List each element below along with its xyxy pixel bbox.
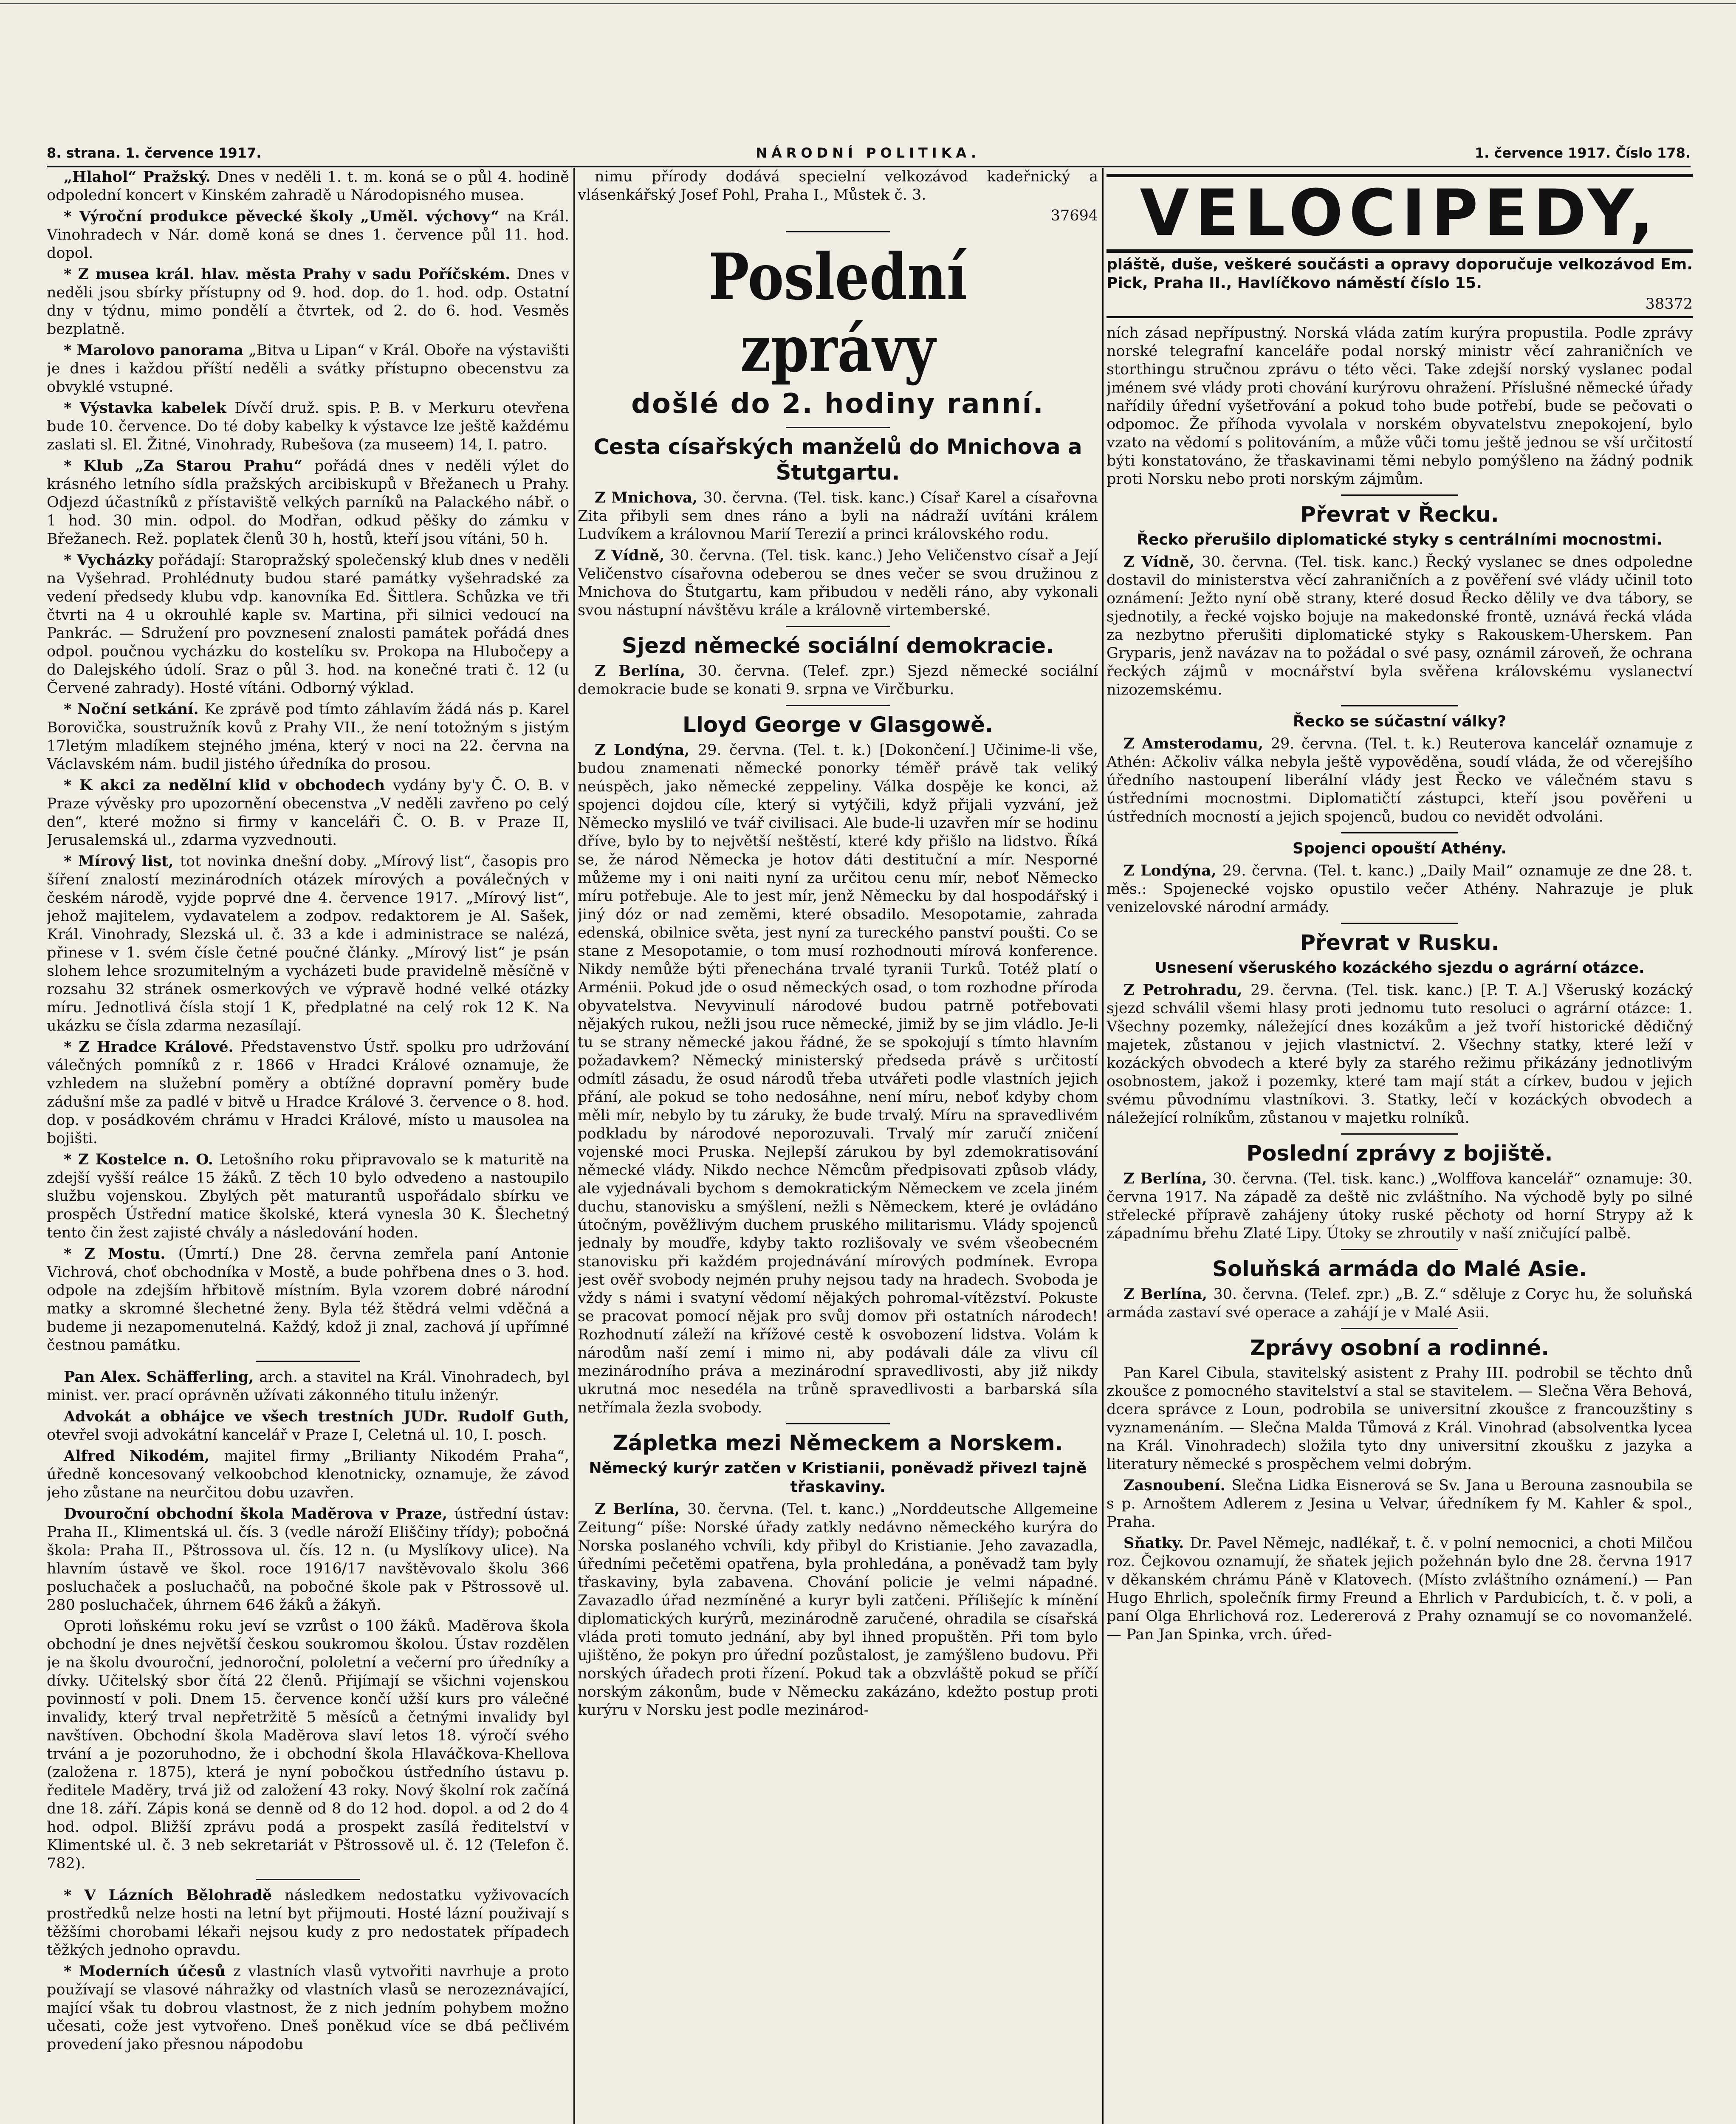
paragraph-lead: Z Londýna, [595, 741, 698, 759]
newspaper-title: NÁRODNÍ POLITIKA. [756, 145, 981, 161]
paragraph-lead: * Z Kostelce n. O. [64, 1151, 220, 1168]
paragraph-text: vydány by'y Č. O. B. v Praze vývěsky pro upozornění obecenstva „V neděli zavřeno po celý den“, které možno si firmy v kanceláři Č. O. B. v Praze II, Jerusalemská ul., zdarma vyzvednouti. [47, 777, 569, 849]
separator [256, 1361, 360, 1362]
article-paragraph [578, 546, 1098, 620]
article-paragraph [47, 457, 569, 548]
article-paragraph [1107, 1364, 1693, 1474]
article-paragraph [1107, 1534, 1693, 1644]
paragraph-text: 30. června. (Tel. tisk. kanc.) Řecký vyslanec se dnes odpoledne dostavil do ministerstva věcí zahraničních a z pověření své vlády učinil toto oznámení: Ježto nyní obě strany, které dosud Řecko dělily ve dva tábory, se sjednotily, a řecké vojsko bojuje na makedonské frontě, uznává řecká vláda za nezbytno přerušiti diplomatické styky s Rakouskem-Uherskem. Pan Gryparis, jenž navázav na to požádal o své pasy, oznámil zároveň, že ochrana řeckých zájmů v mocnářství byla svěřena královskému vyslanectví nizozemskému. [1107, 554, 1693, 698]
section-heading: Cesta císařských manželů do Mnichova a Štutgartu. [593, 435, 1082, 485]
paragraph-lead: * Mírový list, [64, 853, 180, 870]
paragraph-text: pořádá dnes v neděli výlet do krásného letního sídla pražských arcibiskupů v Břežanech u Prahy. Odjezd účastníků z přístaviště velkých parníků na Palackého nábř. o 1 hod. 30 min. odpol. do Modřan, odkud pěšky do zámku v Břežanech. Rež. poplatek členů 30 h, hostů, kteří jsou vítáni, 50 h. [47, 458, 569, 548]
section-heading: Lloyd George v Glasgowě. [682, 712, 994, 737]
separator [1341, 1328, 1458, 1329]
hair-ad: nimu přírody dodává specielní velkozávod kadeřnický a vlásenkářský Josef Pohl, Praha I., Můstek č. 3. [578, 168, 1098, 203]
header-right: 1. července 1917. Číslo 178. [1474, 145, 1691, 161]
section-subheading: Německý kurýr zatčen v Kristianii, poněvadž přivezl tajně třaskaviny. [589, 1460, 1087, 1496]
article-paragraph [47, 700, 569, 774]
article-paragraph [47, 1407, 569, 1444]
separator [786, 1423, 890, 1424]
paragraph-lead: Z Berlína, [595, 662, 698, 680]
article-paragraph [578, 741, 1098, 1417]
article-paragraph [47, 1505, 569, 1615]
page-header [47, 140, 1691, 167]
article-paragraph [1107, 861, 1693, 917]
paragraph-lead: Zasnoubení. [1123, 1477, 1232, 1494]
paragraph-text: 30. června. (Telef. zpr.) „B. Z.“ sděluje z Coryc hu, že soluňská armáda zastaví své operace a zahájí je v Malé Asii. [1107, 1286, 1693, 1321]
paragraph-text: následkem nedostatku vyživovacích prostředků nelze hosti na letní byt přijmouti. Hosté lázní použivají s těžšími chorobami lékaři nejsou kudy z pro nedostatek případech těžkých jednoho opravdu. [47, 1887, 569, 1959]
paragraph-text: 29. června. (Tel. t. kanc.) „Daily Mail“ oznamuje ze dne 28. t. měs.: Spojenecké vojsko opustilo večer Athény. Nahrazuje je pluk venizelovské národní armády. [1107, 862, 1693, 916]
section-heading: Převrat v Řecku. [1300, 502, 1499, 527]
paragraph-text: Dr. Pavel Němejc, nadlékař, t. č. v polní nemocnici, a choti Milčou roz. Čejkovou oznamují, že sňatek jejich požehnán bylo dne 28. června 1917 v děkanském chrámu Páně v Klatovech. (Místo zvláštního oznámení.) — Pan Hugo Ehrlich, společník firmy Freund a Ehrlich v Pardubicích, t. č. v poli, a paní Olga Ehrlichová roz. Ledererová z Prahy oznamují se co novomanželé. — Pan Jan Spinka, vrch. úřed- [1107, 1535, 1693, 1643]
section-subheading: Usnesení všeruského kozáckého sjezdu o agrární otázce. [1155, 959, 1645, 977]
paragraph-text: Dnes v neděli jsou sbírky přístupny od 9. hod. dop. do 1. hod. odp. Ostatní dny v týdnu, mimo pondělí a čtvrtek, od 2. do 6. hod. Vesměs bezplatně. [47, 266, 569, 338]
velocipedy-ad-text: pláště, duše, veškeré součásti a opravy doporučuje velkozávod Em. Pick, Praha II., Havlíčkovo náměstí číslo 15. [1107, 256, 1693, 292]
paragraph-lead: Advokát a obhájce ve všech trestních JUDr. Rudolf Guth, [64, 1408, 569, 1425]
article-paragraph [47, 1886, 569, 1960]
top-border [0, 3, 1736, 4]
separator [1341, 832, 1458, 833]
paragraph-lead: Z Berlína, [595, 1500, 688, 1518]
paragraph-text: Dnes v neděli 1. t. m. koná se o půl 4. hodině odpolední koncert v Kinském zahradě u Národopisného musea. [47, 169, 569, 204]
velocipedy-ad-title: VELOCIPEDY, [1107, 174, 1693, 253]
section-heading: Zápletka mezi Německem a Norskem. [613, 1431, 1063, 1455]
paragraph-text: majitel firmy „Brilianty Nikodém Praha“, úředně koncesovaný velkoobchod klenotnicky, oznamuje, že závod jeho zůstane na neurčitou dobu uzavřen. [47, 1448, 569, 1501]
article-paragraph [47, 776, 569, 850]
paragraph-lead: Dvouroční obchodní škola Madĕrova v Praze, [64, 1505, 454, 1522]
separator [256, 1879, 360, 1880]
paragraph-lead: Z Berlína, [1123, 1285, 1214, 1303]
hair-ad-number: 37694 [1050, 207, 1098, 224]
article-paragraph [578, 1500, 1098, 1720]
header-left: 8. strana. 1. července 1917. [47, 145, 262, 161]
article-paragraph [47, 168, 569, 205]
article-paragraph [1107, 734, 1693, 826]
article-paragraph [47, 551, 569, 698]
column-rule-2 [1102, 168, 1104, 2124]
article-paragraph [47, 1617, 569, 1873]
section-heading: Řecko se súčastní války? [1293, 713, 1507, 730]
paragraph-lead: Z Petrohradu, [1123, 981, 1251, 999]
paragraph-text: pořádají: Staropražský společenský klub dnes v neděli na Vyšehrad. Prohlédnuty budou staré památky vyšehradské za vedení předsedy klubu vdp. kanovníka Ed. Šittlera. Schůzka ve tři čtvrti na 4 u okrouhlé kaple sv. Martina, při silnici vedoucí na Pankrác. — Sdružení pro povznesení znalosti památek pořádá dnes odpol. poučnou vycházku do kostelíku sv. Prokopa na Hlubočepy a do Dalejského údolí. Sraz o půl 3. hod. na konečné trati č. 12 (u Červené zahrady). Hosté vítáni. Odborný výklad. [47, 552, 569, 697]
paragraph-text: tot novinka dnešní doby. „Mírový list“, časopis pro šíření znalostí mezinárodních otázek mírových a poválečných v českém národě, vyjde poprvé dne 4. července 1917. „Mírový list“, jehož majitelem, vydavatelem a zodpov. redaktorem je Al. Sašek, Král. Vinohrady, Slezská ul. č. 33 a kde i administrace se nalézá, přinese v 1. svém čísle četné poučné články. „Mírový list“ je psán slohem lehce srozumitelným a vycházeti bude pravidelně měsíčně v rozsahu 32 stránek osmerkových ve výpravě hodné velké otázky míru. Jednotlivá čísla stojí 1 K, předplatné na celý rok 12 K. Na ukázku se čísla zdarma nezasílají. [47, 853, 569, 1034]
paragraph-text: (Úmrtí.) Dne 28. června zemřela paní Antonie Vichrová, choť obchodníka v Mostě, a bude pohřbena dnes o 3. hod. odpole na zdejším hřbitově místním. Byla vzorem dobré národní matky a skromné šlechetné ženy. Byla též štědrá velmi vděčná a budeme ji nezapomenutelná. Každý, kdož ji znal, zachová jí upřímné čestnou památku. [47, 1246, 569, 1354]
section-heading: Poslední zprávy z bojiště. [1246, 1141, 1553, 1166]
paragraph-lead: * Noční setkání. [64, 700, 205, 718]
paragraph-text: 29. června. (Tel. tisk. kanc.) [P. T. A.] Všeruský kozácký sjezd schválil všemi hlasy proti jednomu tuto resoluci o agrární otázce: 1. Všechny pozemky, náležející dnes kozákům a jež tvoří historické dědičný majetek, zůstanou v jejich vlastnictví. 2. Všechny statky, které leží v kozáckých obvodech a které byly za starého režimu přikázány jednotlivým osobnostem, jakož i pozemky, které tam mají stát a církev, budou v jejich svému původnímu vlastníkovi. 3. Statky, lečí v kozáckých obvodech a náležející rolníkům, zůstanou v majetku rolníků. [1107, 982, 1693, 1127]
paragraph-lead: * Moderních účesů [64, 1963, 233, 1980]
paragraph-text: otevřel svoji advokátní kancelář v Praze I, Celetná ul. 10, I. posch. [47, 1426, 547, 1443]
section-heading: Zprávy osobní a rodinné. [1250, 1336, 1550, 1360]
article-paragraph [47, 1447, 569, 1502]
paragraph-text: Slečna Lidka Eisnerová se Sv. Jana u Berouna zasnoubila se s p. Arnoštem Adlerem z Jesina u Velvar, úředníkem fy M. Kahler & spol., Praha. [1107, 1477, 1693, 1531]
article-paragraph [47, 1368, 569, 1405]
paragraph-text: Ke zprávě pod tímto záhlavím žádá nás p. Karel Borovička, soustružník kovů z Prahy VII., že není totožným s jistým 17letým mladíkem stejného jména, který v noci na 22. června na Václavském nám. budil jistého úředníka do prosou. [47, 701, 569, 773]
separator [1341, 1133, 1458, 1135]
main-headline: Poslední zprávy [708, 240, 968, 387]
separator [786, 427, 890, 428]
paragraph-text: ústřední ústav: Praha II., Klimentská ul. čís. 3 (vedle nároží Eliščiny třídy); pobočná škola: Praha II., Pštrossova ul. čís. 12 n. (u Myslíkovy ulice). Na hlavním ústavě ve škol. roce 1916/17 navštěvovalo školu 366 posluchaček a posluchačů, na pobočné škole pak v Pštrossově ul. 280 posluchaček, úhrnem 646 žáků a žákyň. [47, 1505, 569, 1614]
col2-sections [578, 427, 1098, 1720]
column-rule-1 [573, 168, 575, 2124]
article-paragraph [47, 341, 569, 396]
separator [1341, 705, 1458, 706]
column-3 [1107, 168, 1693, 2124]
paragraph-lead: Sňatky. [1123, 1534, 1190, 1552]
article-paragraph [47, 265, 569, 339]
column-2 [578, 168, 1098, 2124]
paragraph-text: 30. června. (Tel. tisk. kanc.) Císař Karel a císařovna Zita přibyli sem dnes ráno a byli na nádraží uvítáni králem Ludvíkem a královnou Marií Terezií a princi královského rodu. [578, 489, 1098, 543]
article-paragraph [1107, 553, 1693, 699]
col3-sections [1107, 494, 1693, 1644]
paragraph-text: 30. června. (Tel. t. kanc.) „Norddeutsche Allgemeine Zeitung“ píše: Norské úřady zatkly nedávno německého kurýra do Norska poslaného vchvíli, kdy přibyl do Kristianie. Jeho zavazadla, úředními pečetěmi opatřena, byla prohledána, a poněvadž tam byly třaskaviny, byla zabavena. Chování policie je velmi nápadné. Zavazadlo úřad nezmíněné a kuryr byli zatčeni. Přílišejíc k mínění diplomatických kurýrů, mezinárodně zaručené, ohradila se císařská vláda proti tomuto jednání, aby byl ihned propuštěn. Při tom bylo ujištěno, že pokyn pro úřední pozůstalost, je zamýšleno budovu. Při norských úřadech proti řízení. Pokud tak a obzvláště pokud se příčí norským zákonům, bude v Německu zakázáno, kdežto postup proti kurýru v Norsku jest podle mezinárod- [578, 1501, 1098, 1719]
paragraph-text: 30. června. (Telef. zpr.) Sjezd německé sociální demokracie bude se konati 9. srpna ve Virčburku. [578, 663, 1098, 698]
paragraph-text: Letošního roku připravovalo se k maturitě na zdejší vyšší reálce 15 žáků. Z těch 10 bylo odvedeno a nastoupilo službu vojenskou. Zbylých pět maturantů uspořádalo sbírku ve prospěch Ústřední matice školské, která vynesla 30 K. Šlechetný tento čin žest zajisté chvály a následování hoden. [47, 1151, 569, 1241]
main-subheadline: došlé do 2. hodiny ranní. [631, 388, 1044, 420]
paragraph-lead: * Klub „Za Starou Prahu“ [64, 457, 314, 475]
article-paragraph [578, 489, 1098, 544]
section-subheading: Řecko přerušilo diplomatické styky s centrálními mocnostmi. [1137, 531, 1663, 548]
separator [786, 231, 890, 232]
paragraph-lead: Alfred Nikodém, [64, 1447, 224, 1465]
paragraph-lead: Z Londýna, [1123, 862, 1222, 879]
section-heading: Převrat v Rusku. [1300, 930, 1499, 955]
paragraph-text: Představenstvo Ústř. spolku pro udržování válečných pomníků z r. 1866 v Hradci Králové oznamuje, že vzhledem na služební poměry a obtížné dopravní poměry bude zádušní mše za padlé v bitvě u Hradce Králové 3. července o 8. hod. dop. v posádkovém chrámu v Hradci Králové, místo u mausolea na bojišti. [47, 1039, 569, 1147]
paragraph-text: Dívčí druž. spis. P. B. v Merkuru otevřena bude 10. července. Do té doby kabelky k výstavce lze ještě každému zaslati sl. El. Žitné, Vinohrady, Rubešova (za museem) 14, I. patro. [47, 400, 569, 453]
paragraph-lead: * V Lázních Bělohradě [64, 1887, 285, 1904]
article-paragraph [1107, 981, 1693, 1127]
paragraph-text: 29. června. (Tel. t. k.) [Dokončení.] Učinime-li vše, budou znamenati německé ponorky téměř právě tak veliký neúspěch, jako německé zeppeliny. Válka dospěje ke konci, až spojenci dojdou cíle, který si vytýčili, když přijali vyzvání, jež Německo mysliló ve tvář civilisaci. Ale bude-li uzavřen mír se hodinu dříve, bylo by to největší neštěstí, které kdy přišlo na lidstvo. Říká se, že národ Německa je hotov dáti destituční a mír. Nesporné můžeme my i oni naiti nyní za určitou cenu mír, neboť Německo míru potřebuje. Ale to jest mír, jenž Německu by dal hospodářský i jiný dóz or nad zeměmi, které obsadilo. Mesopotamie, zahrada edenská, obilnice světa, jest nyní za tureckého panství poušti. Co se stane z Mesopotamie, o tom musí rozhodnouti mírová konference. Nikdy nemůže býti přenechána trvalé tyranii Turků. Totéž platí o Arménii. Pokud jde o osud německých osad, o tom rozhodne příroda obyvatelstva. Nevyvinulí národové budou patrně potřebovati nějakých rukou, nežli jsou ruce německé, jimiž by se jim vládlo. Je-li tu se strany německé jakou řádné, že se spokojují s tímto hlavním požadavkem? Německý ministerský předseda právě s určitostí odmítl zásadu, že osud národů třeba utvářeti podle vlastních jejich přání, ale pokud se toho nedosáhne, není míru, neboť kdyby chom měli mír, nebylo by tu záruky, že bude trvalý. Míru na spravedlivém podkladu by národové neporozuvali. Trvalý mír zaručí zničení vojenské moci Pruska. Nejlepší zárukou by byl zdemokratisování německé vlády. Nikdo nechce Němcům předpisovati způsob vlády, ale vyjednávali bychom s demokratickým Německem ve zcela jiném duchu, stanovisku a smýšlení, nežli s Německem, které je ovládáno útočným, pověžlivým duchem pruského militarismu. Vlády spojenců jednaly by mouďře, kdyby takto rozlišovaly ve svém všeobecném stanovisku při každém projednávání mírových podmínek. Evropa jest ověř svobody nejmén pruhy nejsou tady na hradech. Svoboda je vždy s námi i svatyní vědomí nějakých pohromal-vítězství. Pokuste se pracovat pomocí nějak pro svůj domov při ostatních národech! Rozhodnutí záleží na křížové cestě k osvobození lidstva. Volám k národům naší zemí i mimo ni, aby podávali dále za vlivu cíl mezinárodního práva a mezinárodní spravedlivosti, aby již nikdy ukrutná moc nesedéla na trůně spravedlivosti a barbarská síla netřímala žezla svobody. [578, 742, 1098, 1416]
velocipedy-ad-number: 38372 [1645, 296, 1693, 313]
article-paragraph [1107, 1169, 1693, 1243]
article-paragraph [47, 1150, 569, 1242]
paragraph-lead: Z Amsterodamu, [1123, 735, 1271, 752]
article-paragraph [47, 1038, 569, 1148]
section-heading: Sjezd německé sociální demokracie. [621, 633, 1054, 658]
paragraph-lead: * Vycházky [64, 551, 159, 569]
article-paragraph [47, 1962, 569, 2054]
separator [1341, 923, 1458, 924]
article-continuation: ních zásad nepřípustný. Norská vláda zatím kurýra propustila. Podle zprávy norské telegrafní kanceláře podal norský ministr věcí zahraničních ve storthingu stručnou zprávu o této věci. Take zdejší norský vyslanec podal jménem své vlády proti chování kurýrovu ohražení. Příslušné německé úřady nařídily úřední vyšetřování a pokud toho bude potřebí, bude se pečovati o odpomoc. Že příhoda vyvolala v norském obyvatelstvu znepokojení, bylo vzato na vědomí s politováním, a může vůči tomu ještě jednou se vší určitostí býti konstatováno, že třaskavinami těmi nebylo pomýšleno na žádný podnik proti Norsku nebo proti norským zájmům. [1107, 325, 1693, 488]
separator [786, 705, 890, 706]
paragraph-lead: * Z Hradce Králové. [64, 1038, 241, 1056]
paragraph-text: 30. června. (Tel. tisk. kanc.) „Wolffova kancelář“ oznamuje: 30. června 1917. Na západě za deště nic zvláštního. Na východě byly po silné střelecké přípravě zahájeny útoky ruské pěchoty od horní Strypy až k západnímu břehu Zlaté Lipy. Útoky se zhroutily v naší zničující palbě. [1107, 1170, 1693, 1242]
section-heading: Soluňská armáda do Malé Asie. [1212, 1257, 1587, 1281]
separator [1107, 316, 1693, 318]
paragraph-text: Pan Karel Cibula, stavitelský asistent z Prahy III. podrobil se těchto dnů zkoušce z pomocného stavitelství a stal se stavitelem. — Slečna Věra Behová, dcera správce z Loun, podrobila se universitní zkoušce z francouzštiny s vyznamenáním. — Slečna Malda Tůmová z Král. Vinohrad (absolventka lycea na Král. Vinohradech) složila tyto dny universitní zkoušku z jazyka a literatury německé s prospěchem velmi dobrým. [1107, 1364, 1693, 1473]
separator [786, 626, 890, 627]
paragraph-lead: * Výroční produkce pěvecké školy „Uměl. výchovy“ [64, 208, 507, 225]
paragraph-lead: „Hlahol“ Pražský. [64, 168, 217, 186]
paragraph-lead: * Marolovo panorama [64, 342, 249, 359]
paragraph-text: na Král. Vinohradech v Nár. domě koná se dnes 1. července půl 11. hod. dopol. [47, 208, 569, 262]
paragraph-text: 30. června. (Tel. tisk. kanc.) Jeho Veličenstvo císař a Její Veličenstvo císařovna odeberou se dnes večer se svou družinou z Mnichova do Štutgartu, kam přibudou v neděli ráno, aby vykonali svou nástupní návštěvu krále a královně virtemberské. [578, 547, 1098, 619]
paragraph-text: z vlastních vlasů vytvořiti navrhuje a proto používají se vlasové náhražky od vlastních vlasů se nerozeznávající, mající však tu dobrou vlastnost, že z nich jedním pohybem možno učesati, cože jest vytvořeno. Dneš poněkud více se dbá pečlivém provedení jako přesnou nápodobu [47, 1963, 569, 2053]
paragraph-text: 29. června. (Tel. t. k.) Reuterova kancelář oznamuje z Athén: Ačkoliv válka nebyla ještě vypověděna, soudí vláda, že od včerejšího úředního nastoupení liberální vlády jest Řecko ve válečném stavu s ústředními mocnostmi. Diplomatičtí zástupci, kteří jsou pověřeni u ústředních mocností a jejich spojenců, budou co nevidět odvoláni. [1107, 735, 1693, 825]
paragraph-lead: Pan Alex. Schäfferling, [64, 1368, 260, 1386]
paragraph-lead: * K akci za nedělní klid v obchodech [64, 777, 393, 794]
paragraph-text: arch. a stavitel na Král. Vinohradech, byl minist. ver. prací oprávněn užívati zákonného titulu inženýr. [47, 1369, 569, 1404]
article-paragraph [47, 207, 569, 263]
separator [1341, 1249, 1458, 1250]
paragraph-lead: Z Berlína, [1123, 1170, 1213, 1187]
separator [1341, 494, 1458, 496]
article-paragraph [47, 852, 569, 1035]
paragraph-lead: Z Vídně, [1123, 553, 1202, 571]
article-paragraph [578, 662, 1098, 699]
paragraph-lead: * Z musea král. hlav. města Prahy v sadu Poříčském. [64, 266, 517, 283]
section-heading: Spojenci opouští Athény. [1293, 840, 1507, 857]
article-paragraph [1107, 1476, 1693, 1531]
paragraph-text: Oproti loňskému roku jeví se vzrůst o 100 žáků. Madĕrova škola obchodní je dnes nejvĕtší českou soukromou školou. Ústav rozdělen je na školu dvouroční, jednoroční, pololetní a večerní pro úředníky a dívky. Učitelský sbor čítá 22 členů. Přijímají se všichni vojenskou povinností v poli. Dnem 15. července končí užší kurs pro válečné invalidy, který trval nepřetržitě 5 měsíců a četnými invalidy byl navštíven. Obchodní škola Madĕrova slaví letos 18. výročí svého trvání a je pozoruhodno, že i obchodní škola Hlaváčkova-Khellova (založena r. 1875), která je nyní pobočkou ústředního ústavu p. ředitele Madĕry, trvá již od založení 43 roky. Nový školní rok začíná dne 18. září. Zápis koná se denně od 8 do 12 hod. dopol. a od 2 do 4 hod. odpol. Bližší zprávu podá a prospekt zasílá ředitelství v Klimentské ul. č. 3 neb sekretariát v Pštrossově ul. č. 12 (Telefon č. 782). [47, 1618, 569, 1872]
paragraph-lead: Z Mnichova, [595, 489, 703, 506]
article-paragraph [1107, 1285, 1693, 1322]
paragraph-text: „Bitva u Lipan“ v Král. Oboře na výstavišti je dnes i každou příští neděli a svátky přístupno obecenstvu za obvyklé vstupné. [47, 342, 569, 395]
paragraph-lead: * Výstavka kabelek [64, 399, 235, 417]
column-1 [47, 168, 569, 2124]
paragraph-lead: * Z Mostu. [64, 1245, 178, 1263]
paragraph-lead: Z Vídně, [595, 547, 671, 564]
article-paragraph [47, 1245, 569, 1355]
article-paragraph [47, 399, 569, 454]
